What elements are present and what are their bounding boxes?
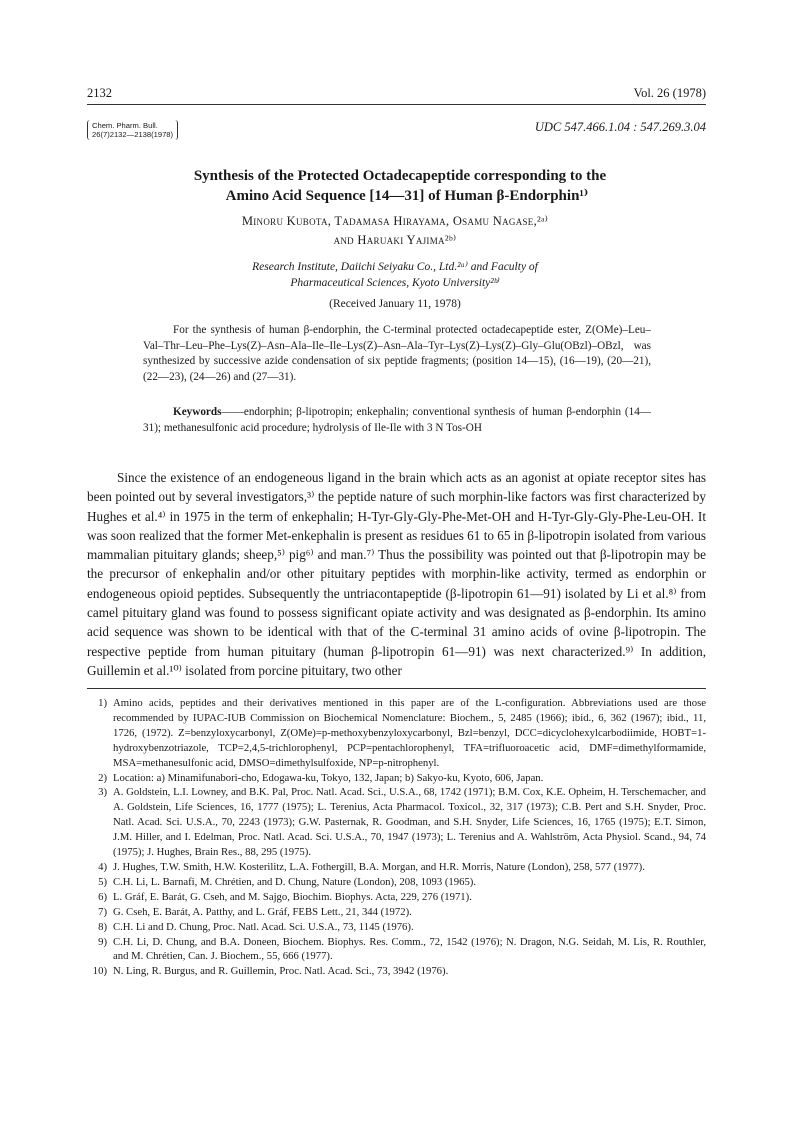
keywords-text: ——endorphin; β-lipotropin; enkephalin; conventional synthesis of human β-endorphin (14—31); methanesulfonic acid procedure; hydrolysis of Ile-Ile with 3 N Tos-OH <box>143 406 651 434</box>
keywords-label: Keywords <box>173 406 222 418</box>
footnote-number: 7) <box>98 905 107 918</box>
footnote-2 <box>87 771 706 786</box>
footnote-text: A. Goldstein, L.I. Lowney, and B.K. Pal, Proc. Natl. Acad. Sci., U.S.A., 68, 1742 (1971); B.M. Cox, K.E. Opheim, H. Terschemacher, and A. Goldstein, Life Sciences, 16, 1777 (1975); L. Terenius, Acta Pharmacol. Toxicol., 32, 317 (1973); C.B. Pert and S.H. Snyder, Proc. Natl. Acad. Sci. U.S.A., 70, 2243 (1973); G.W. Pasternak, R. Goodman, and S.H. Snyder, Life Sciences, 16, 1765 (1975); E.T. Simon, J.M. Hiller, and I. Edelman, Proc. Natl. Acad. Sci. U.S.A., 70, 1947 (1973); L. Terenius and A. Wahlström, Acta Physiol. Scand., 94, 74 (1975); J. Hughes, Brain Res., 88, 295 (1975). <box>113 786 706 859</box>
header-divider <box>87 104 706 105</box>
udc-code: UDC 547.466.1.04 : 547.269.3.04 <box>534 120 706 134</box>
footnote-text: L. Gráf, E. Barát, G. Cseh, and M. Sajgo, Biochim. Biophys. Acta, 229, 276 (1971). <box>113 890 472 903</box>
footnote-text: C.H. Li and D. Chung, Proc. Natl. Acad. Sci. U.S.A., 73, 1145 (1976). <box>113 920 414 933</box>
footnote-number: 3) <box>98 786 107 799</box>
footnote-text: N. Ling, R. Burgus, and R. Guillemin, Proc. Natl. Acad. Sci., 73, 3942 (1976). <box>113 965 449 978</box>
footnote-number: 1) <box>98 697 107 709</box>
footnote-5 <box>87 875 706 890</box>
footnote-number: 6) <box>98 890 107 903</box>
footnote-divider <box>87 688 706 689</box>
authors-line2: and Haruaki Yajima²ᵇ⁾ <box>333 233 457 247</box>
page-number: 2132 <box>87 86 112 100</box>
body-paragraph: Since the existence of an endogeneous ligand in the brain which acts as an agonist at opiate receptor sites has been pointed out by several investigators,³⁾ the peptide nature of such morphin-like factors was first characterized by Hughes et al.⁴⁾ in 1975 in the term of enkephalin; H-Tyr-Gly-Gly-Phe-Met-OH and H-Tyr-Gly-Gly-Phe-Leu-OH. It was soon realized that the former Met-enkephalin is present as residues 61 to 65 in β-lipotropin isolated from various mammalian pituitary glands; sheep,⁵⁾ pig⁶⁾ and man.⁷⁾ Thus the possibility was pointed out that β-lipotropin may be the precursor of enkephalin and/or other pituitary peptides with morphin-like activity, termed as endorphin or endogeneous opioid peptides. Subsequently the untriacontapeptide (β-lipotropin 61—91) isolated by Li et al.⁸⁾ from camel pituitary gland was found to possess significant opiate activity and was designated as β-endorphin. Its amino acid sequence was shown to be identical with that of the C-terminal 31 amino acids of ovine β-lipotropin. The respective peptide from human pituitary (human β-lipotropin 61—91) was next characterized.⁹⁾ In addition, Guillemin et al.¹⁰⁾ isolated from porcine pituitary, two other <box>87 470 706 678</box>
footnote-number: 2) <box>98 771 107 784</box>
footnote-number: 10) <box>92 965 107 978</box>
footnote-text: C.H. Li, D. Chung, and B.A. Doneen, Biochem. Biophys. Res. Comm., 72, 1542 (1976); N. Dragon, N.G. Seidah, M. Lis, R. Routhler, and M. Chrétien, Can. J. Biochem., 55, 666 (1977). <box>113 935 706 963</box>
footnote-text: Amino acids, peptides and their derivatives mentioned in this paper are of the L-configuration. Abbreviations used are those recommended by IUPAC-IUB Commission on Biochemical Nomenclature: Biochem., 5, 2485 (1966); ibid., 6, 362 (1967); ibid., 11, 1726, (1972). Z=benzyloxycarbonyl, Z(OMe)=p-methoxybenzyloxycarbonyl, Bzl=benzyl, DCC=dicyclohexylcarbodiimide, HOBT=1-hydroxybenzotriazole, TCP=2,4,5-trichlorophenyl, PCP=pentachlorophenyl, TFA=trifluoroacetic acid, DMF=dimethylformamide, MSA=methanesulfonic acid, DMSO=dimethylsulfoxide, NP=p-nitrophenyl. <box>113 697 706 769</box>
affiliation <box>150 259 640 291</box>
footnote-4 <box>87 860 706 875</box>
running-header <box>87 86 706 104</box>
received-date: (Received January 11, 1978) <box>329 298 461 310</box>
title-line1: Synthesis of the Protected Octadecapeptide corresponding to the <box>193 168 607 184</box>
footnote-9 <box>87 935 706 965</box>
journal-ref-line1: Chem. Pharm. Bull. <box>92 121 158 130</box>
volume-label: Vol. 26 (1978) <box>633 86 706 100</box>
paper-title <box>140 166 660 206</box>
journal-ref-line2: 26(7)2132—2138(1978) <box>92 130 174 139</box>
affiliation-line1: Research Institute, Daiichi Seiyaku Co., Ltd.²ᵃ⁾ and Faculty of <box>252 261 538 273</box>
footnote-number: 4) <box>98 860 107 873</box>
footnote-8 <box>87 920 706 935</box>
footnote-text: Location: a) Minamifunabori-cho, Edogawa-ku, Tokyo, 132, Japan; b) Sakyo-ku, Kyoto, 606, Japan. <box>113 771 544 784</box>
footnote-3 <box>87 785 706 860</box>
footnotes <box>87 696 706 979</box>
keywords <box>143 405 651 436</box>
author-list <box>150 212 640 250</box>
abstract-text: For the synthesis of human β-endorphin, the C-terminal protected octadecapeptide ester, Z(OMe)–Leu–Val–Thr–Leu–Phe–Lys(Z)–Asn–Ala–Ile–Ile–Lys(Z)–Asn–Ala–Tyr–Lys(Z)–Lys(Z)–Gly–Glu(OBzl)–OBzl, was synthesized by successive azide condensation of six peptide fragments; (position 14—15), (16—19), (20—21), (22—23), (24—26) and (27—31). <box>143 324 651 384</box>
footnote-6 <box>87 890 706 905</box>
footnote-number: 9) <box>98 935 107 948</box>
footnote-1 <box>87 696 706 771</box>
footnote-number: 8) <box>98 920 107 933</box>
abstract <box>143 323 651 386</box>
footnote-7 <box>87 905 706 920</box>
affiliation-line2: Pharmaceutical Sciences, Kyoto University²ᵇ⁾ <box>290 277 500 289</box>
journal-reference <box>87 120 178 140</box>
footnote-number: 5) <box>98 875 107 888</box>
footnote-text: C.H. Li, L. Barnafi, M. Chrétien, and D. Chung, Nature (London), 208, 1093 (1965). <box>113 875 477 888</box>
footnote-text: G. Cseh, E. Barát, A. Patthy, and L. Gráf, FEBS Lett., 21, 344 (1972). <box>113 905 412 918</box>
footnote-10 <box>87 964 706 979</box>
title-line2: Amino Acid Sequence [14—31] of Human β-Endorphin¹⁾ <box>225 188 589 204</box>
footnote-text: J. Hughes, T.W. Smith, H.W. Kosterilitz, L.A. Fothergill, B.A. Morgan, and H.R. Morris, Nature (London), 258, 577 (1977). <box>113 860 645 873</box>
body-text <box>87 468 706 680</box>
authors-line1: Minoru Kubota, Tadamasa Hirayama, Osamu Nagase,²ᵃ⁾ <box>241 214 549 228</box>
